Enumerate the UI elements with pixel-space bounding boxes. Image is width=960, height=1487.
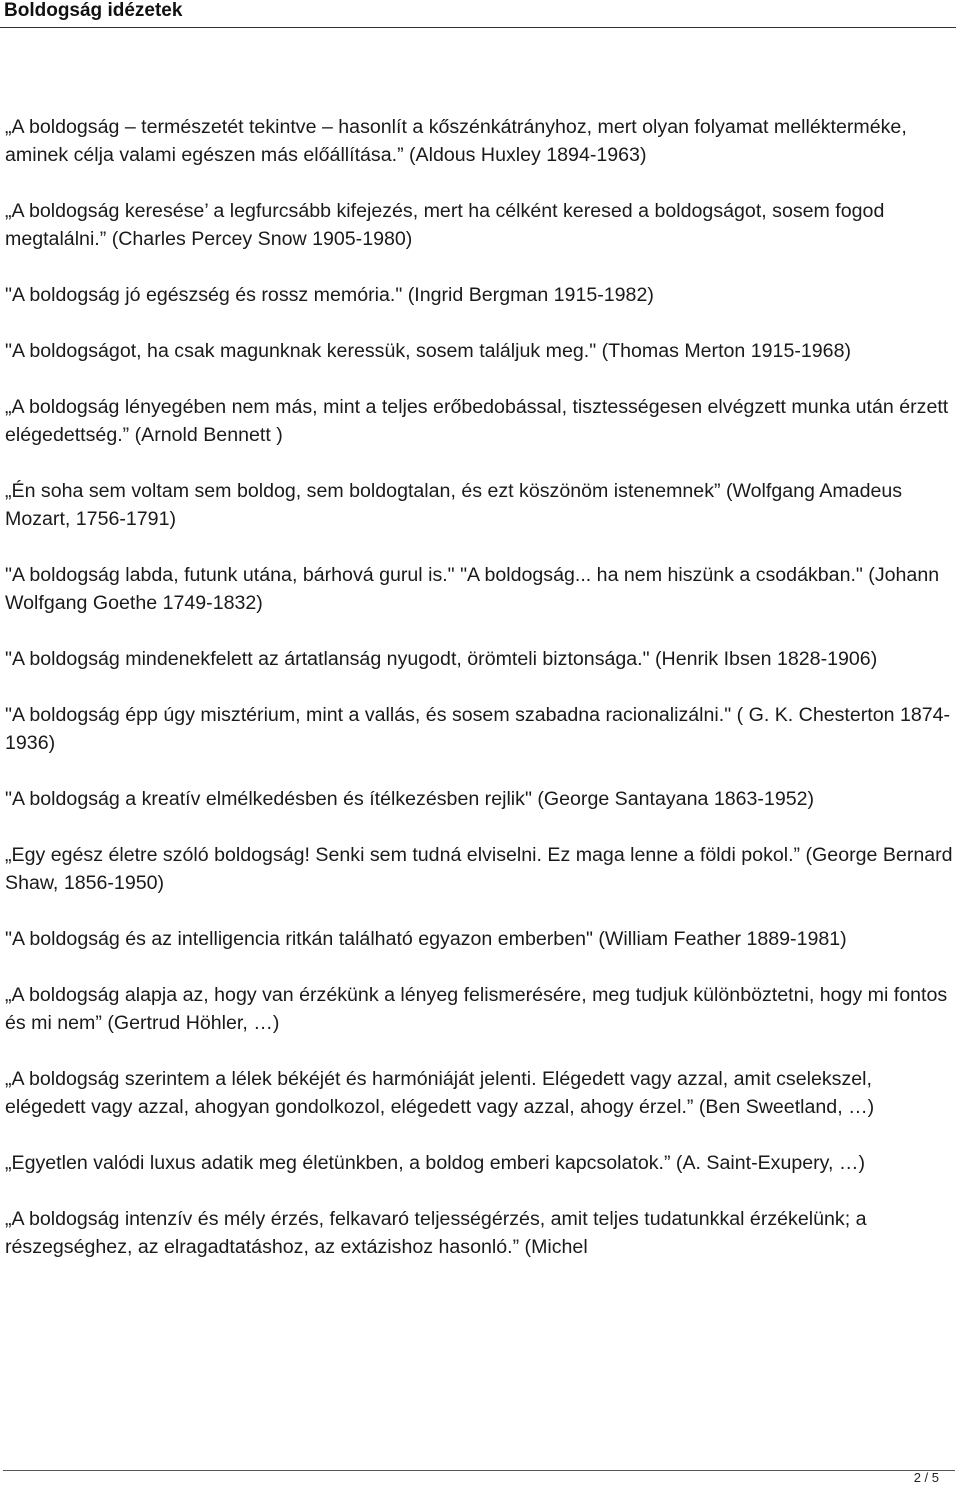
quote-paragraph: „A boldogság – természetét tekintve – hasonlít a kőszénkátrányhoz, mert olyan folyamat mellékterméke, aminek célja valami egészen más előállítása.” (Aldous Huxley 1894-1963) [5,116,907,166]
quote-paragraph: "A boldogság épp úgy misztérium, mint a vallás, és sosem szabadna racionalizálni." ( G. K. Chesterton 1874-1936) [5,704,951,754]
quote-paragraph: "A boldogság a kreatív elmélkedésben és ítélkezésben rejlik" (George Santayana 1863-1952) [5,788,815,810]
quote-paragraph: „A boldogság lényegében nem más, mint a teljes erőbedobással, tisztességesen elvégzett munka után érzett elégedettség.” (Arnold Bennett ) [5,396,949,446]
page-number: 2 / 5 [913,1470,939,1485]
quote-paragraph: „A boldogság szerintem a lélek békéjét és harmóniáját jelenti. Elégedett vagy azzal, amit cselekszel, elégedett vagy azzal, ahogyan gondolkozol, elégedett vagy azzal, ahogy érzel.” (Ben Sweetland, …) [5,1068,875,1118]
footer-divider [3,1470,955,1471]
page-title: Boldogság idézetek [4,0,183,21]
quote-paragraph: „A boldogság intenzív és mély érzés, felkavaró teljességérzés, amit teljes tudatunkkal érzékelünk; a részegséghez, az elragadtatáshoz, az extázishoz hasonló.” (Michel [5,1208,867,1258]
quote-paragraph: „A boldogság keresése’ a legfurcsább kifejezés, mert ha célként keresed a boldogságot, sosem fogod megtalálni.” (Charles Percey Snow 1905-1980) [5,200,885,250]
quote-paragraph: "A boldogság és az intelligencia ritkán található egyazon emberben" (William Feather 1889-1981) [5,928,847,950]
quote-paragraph: "A boldogság mindenekfelett az ártatlanság nyugodt, örömteli biztonsága." (Henrik Ibsen 1828-1906) [5,648,878,670]
quote-list [5,113,955,1289]
page-header [0,0,956,28]
quote-paragraph: "A boldogság jó egészség és rossz memória." (Ingrid Bergman 1915-1982) [5,284,654,306]
quote-paragraph: „Egy egész életre szóló boldogság! Senki sem tudná elviselni. Ez maga lenne a földi pokol.” (George Bernard Shaw, 1856-1950) [5,844,953,894]
quote-paragraph: "A boldogságot, ha csak magunknak keressük, sosem találjuk meg." (Thomas Merton 1915-1968) [5,340,851,362]
quote-paragraph: „A boldogság alapja az, hogy van érzékünk a lényeg felismerésére, meg tudjuk különböztetni, hogy mi fontos és mi nem” (Gertrud Höhler, …) [5,984,948,1034]
quote-paragraph: "A boldogság labda, futunk utána, bárhová gurul is." "A boldogság... ha nem hiszünk a csodákban." (Johann Wolfgang Goethe 1749-1832) [5,564,940,614]
quote-paragraph: „Én soha sem voltam sem boldog, sem boldogtalan, és ezt köszönöm istenemnek” (Wolfgang Amadeus Mozart, 1756-1791) [5,480,903,530]
quote-paragraph: „Egyetlen valódi luxus adatik meg életünkben, a boldog emberi kapcsolatok.” (A. Saint-Exupery, …) [5,1152,866,1174]
